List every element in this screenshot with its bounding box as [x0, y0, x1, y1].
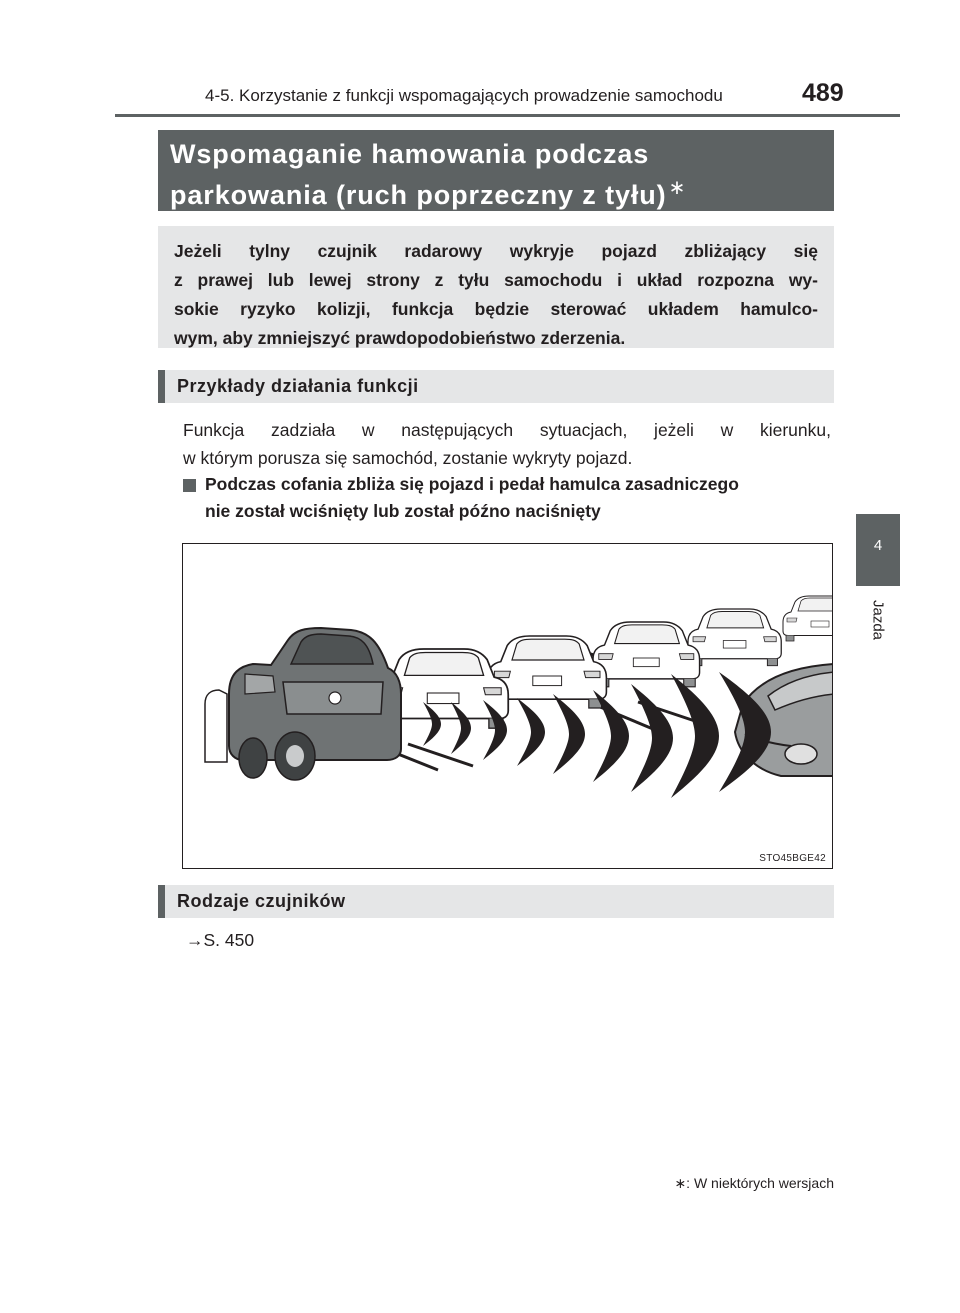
intro-box	[158, 226, 834, 348]
page-number: 489	[802, 79, 844, 107]
bullet-line-1: Podczas cofania zbliża się pojazd i pedał hamulca zasadniczego	[205, 474, 739, 494]
bullet-line-2: nie został wciśnięty lub został późno naciśnięty	[205, 501, 601, 521]
footnote	[649, 1175, 834, 1192]
parking-illustration	[182, 543, 833, 869]
running-header-section: 4-5. Korzystanie z funkcji wspomagających prowadzenie samochodu	[205, 86, 723, 105]
title-footnote-marker: ∗	[668, 177, 687, 199]
title-line-1: Wspomaganie hamowania podczas	[170, 139, 650, 169]
chapter-label: Jazda	[869, 599, 887, 641]
page-reference-link[interactable]: →S. 450	[186, 930, 255, 950]
footnote-text: : W niektórych wersjach	[686, 1175, 834, 1191]
subheading-examples: Przykłady działania funkcji	[158, 370, 834, 403]
body-paragraph	[183, 416, 831, 472]
body-line-1: Funkcja zadziała w następujących sytuacjach, jeżeli w kierunku,	[183, 420, 831, 440]
chapter-tab[interactable]	[856, 514, 900, 586]
header-rule	[115, 114, 900, 117]
footnote-marker: ∗	[674, 1175, 687, 1191]
bullet-square-icon	[183, 479, 196, 492]
subheading-sensor-types: Rodzaje czujników	[158, 885, 834, 918]
section-title	[158, 130, 834, 211]
figure-code: STO45BGE42	[759, 853, 826, 864]
parking-scene-drawing	[183, 544, 833, 869]
title-line-2-text: parkowania (ruch poprzeczny z tyłu)	[170, 180, 667, 210]
bullet-item	[183, 471, 831, 525]
intro-line-3: sokie ryzyko kolizji, funkcja będzie sterować układem hamulco-	[174, 299, 818, 319]
title-line-2	[170, 171, 834, 212]
intro-line-2: z prawej lub lewej strony z tyłu samochodu i układ rozpozna wy-	[174, 270, 818, 290]
chapter-number: 4	[873, 537, 883, 554]
intro-line-1: Jeżeli tylny czujnik radarowy wykryje pojazd zbliżający się	[174, 241, 818, 261]
intro-line-4: wym, aby zmniejszyć prawdopodobieństwo zderzenia.	[174, 328, 626, 348]
body-line-2: w którym porusza się samochód, zostanie wykryty pojazd.	[183, 448, 633, 468]
